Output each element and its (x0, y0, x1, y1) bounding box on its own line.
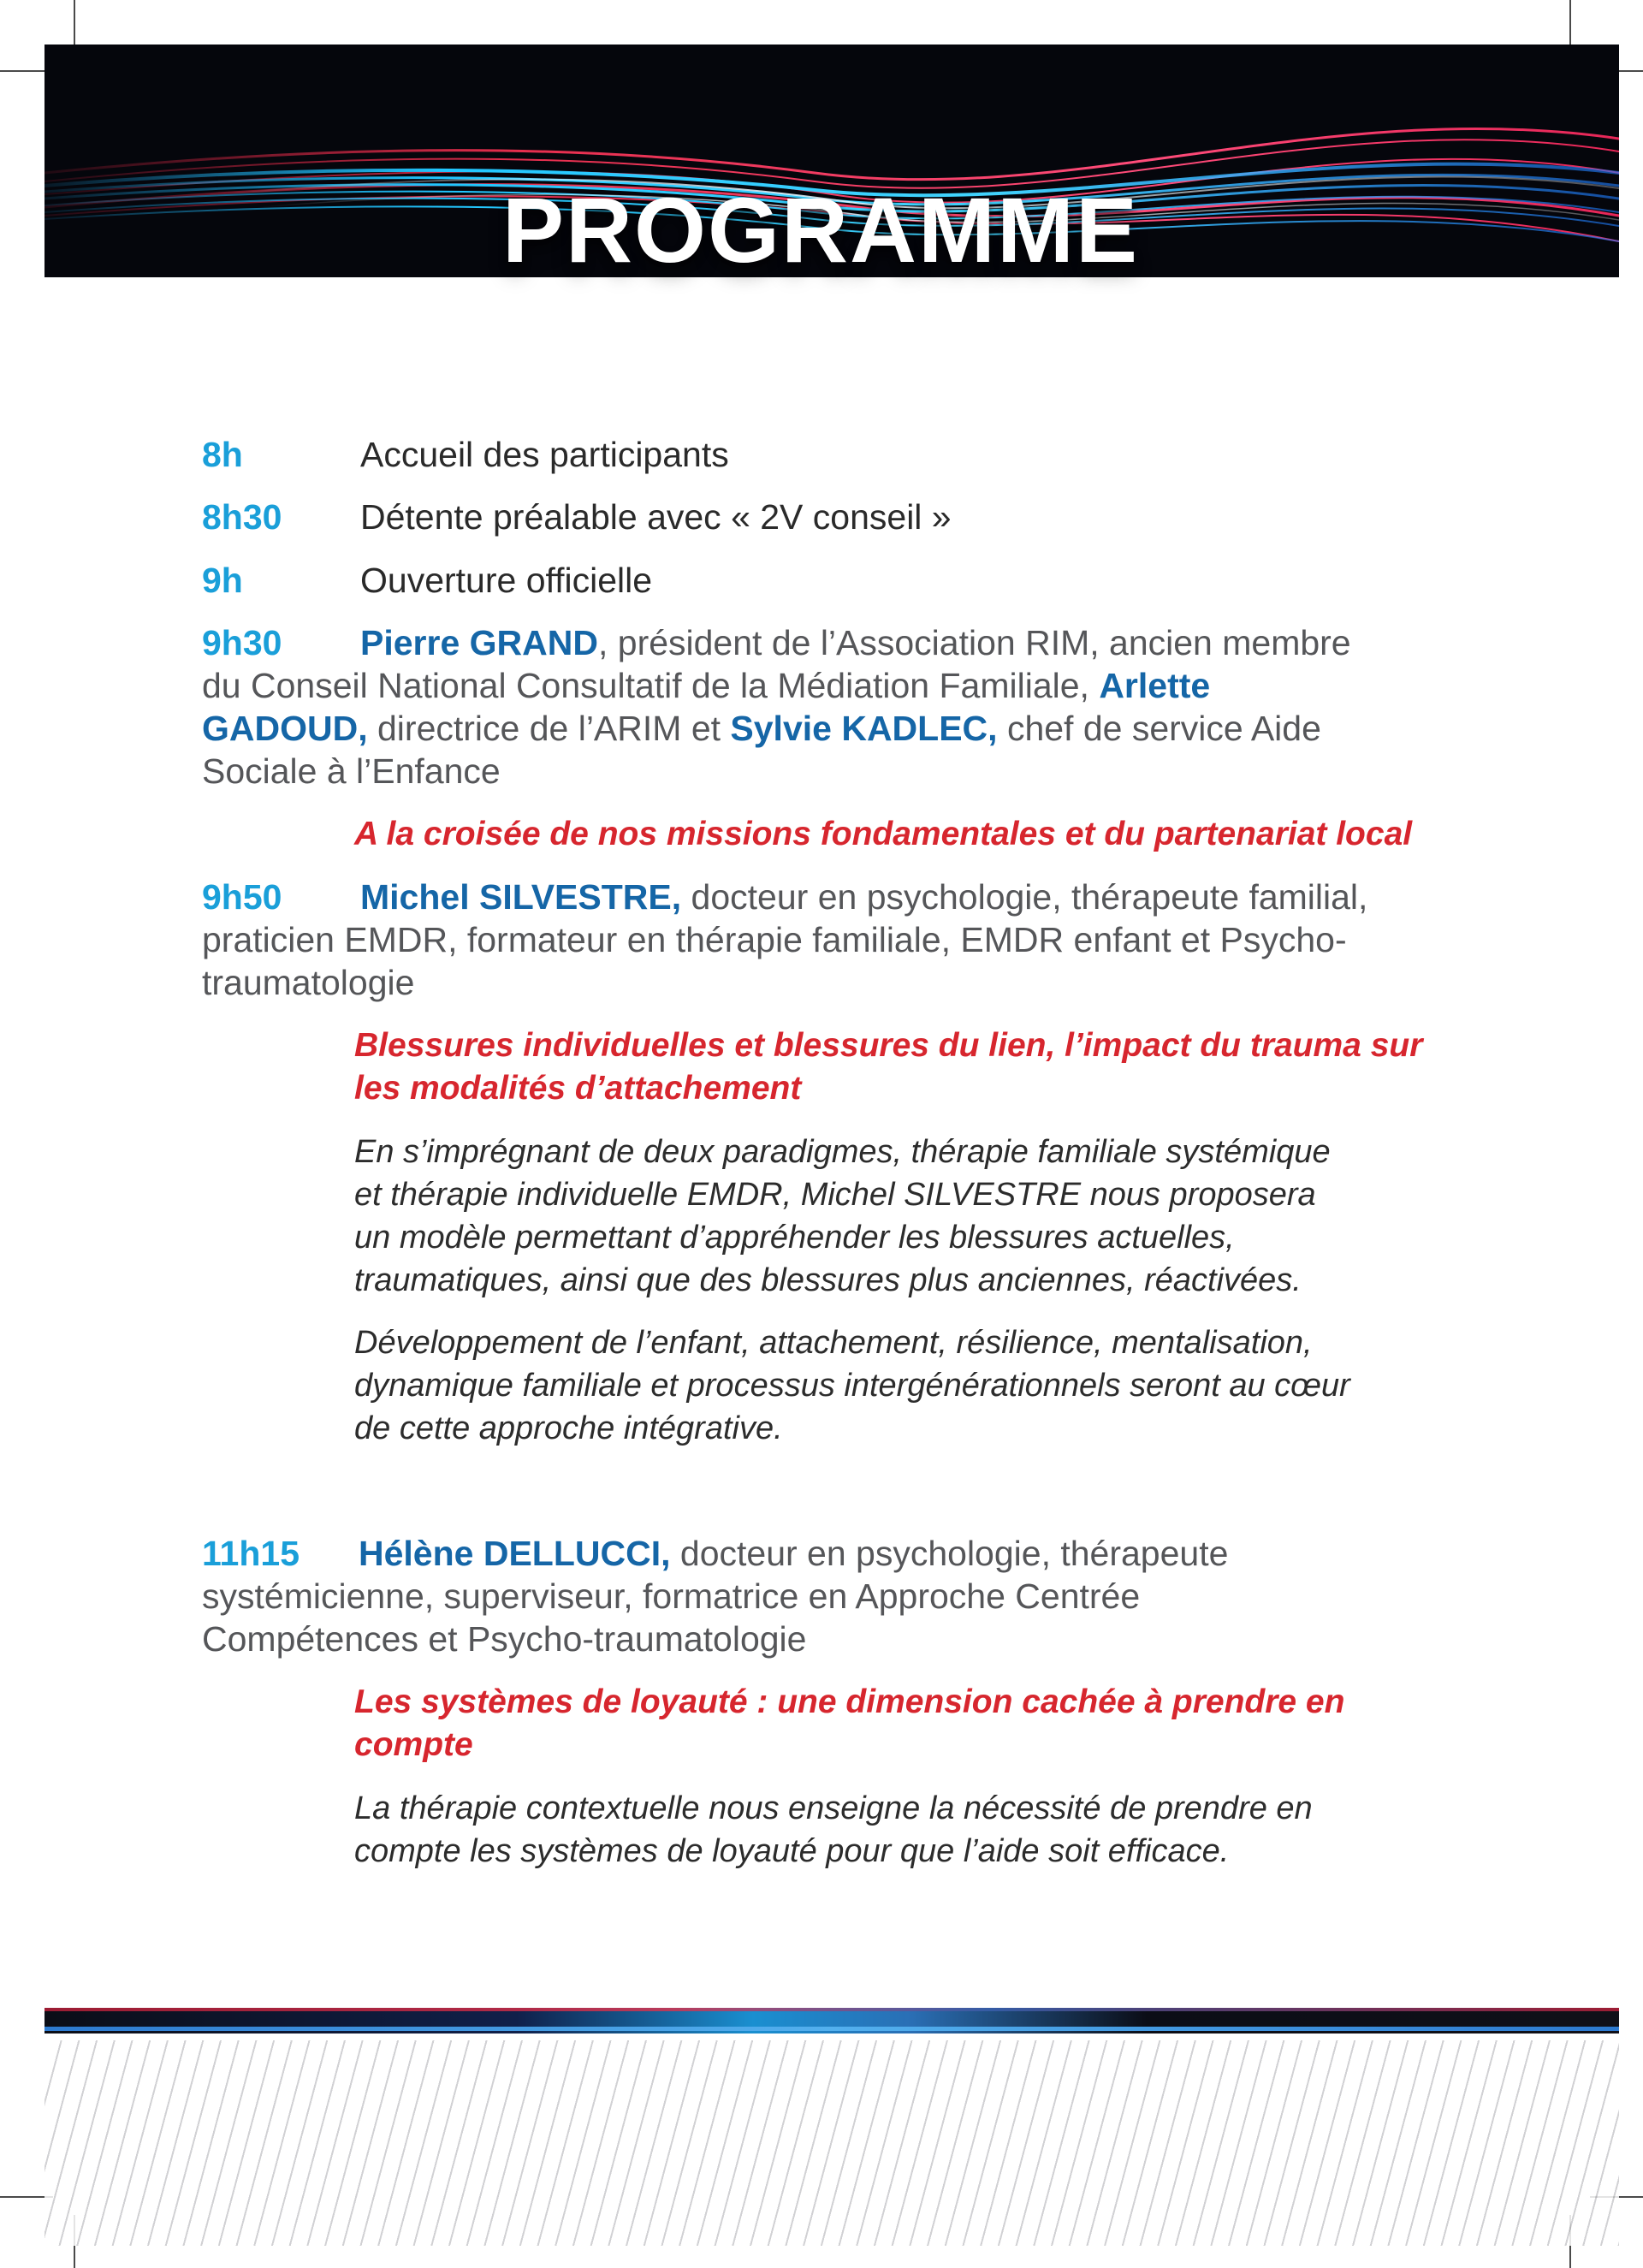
schedule-row (202, 876, 1367, 918)
time-label: 9h (202, 561, 243, 600)
speaker-role: docteur en psychologie, thérapeute (670, 1534, 1229, 1573)
schedule-row-continued (202, 1575, 1140, 1618)
schedule-row-continued (202, 750, 501, 793)
item-text: Ouverture officielle (360, 561, 653, 600)
schedule-row (202, 496, 952, 538)
talk-description: En s’imprégnant de deux paradigmes, thérapie familiale systémique (354, 1134, 1331, 1170)
time-label: 11h15 (202, 1534, 300, 1573)
talk-title: Blessures individuelles et blessures du lien, l’impact du trauma sur (354, 1027, 1423, 1064)
time-label: 8h (202, 435, 243, 474)
talk-title: Les systèmes de loyauté : une dimension cachée à prendre en (354, 1683, 1345, 1720)
schedule-row-continued (202, 1618, 806, 1660)
speaker-name: Hélène DELLUCCI, (359, 1534, 671, 1573)
talk-description: compte les systèmes de loyauté pour que l’aide soit efficace. (354, 1833, 1230, 1869)
time-label: 9h50 (202, 877, 282, 917)
speaker-name: Arlette (1099, 666, 1211, 705)
speaker-role: praticien EMDR, formateur en thérapie familiale, EMDR enfant et Psycho- (202, 920, 1347, 959)
talk-title: les modalités d’attachement (354, 1070, 802, 1107)
speaker-role: Sociale à l’Enfance (202, 751, 501, 791)
schedule-row (202, 621, 1351, 664)
schedule-row (202, 559, 652, 602)
speaker-role: directrice de l’ARIM et (367, 709, 731, 748)
page-title: PROGRAMME (502, 178, 1139, 282)
speaker-role: systémicienne, superviseur, formatrice en Approche Centrée (202, 1576, 1141, 1616)
speaker-name: Michel SILVESTRE, (360, 877, 682, 917)
speaker-name: Pierre GRAND (360, 623, 598, 662)
schedule-row (202, 433, 729, 476)
talk-title: A la croisée de nos missions fondamentales et du partenariat local (354, 816, 1413, 852)
schedule-row (202, 1532, 1228, 1575)
speaker-role: , président de l’Association RIM, ancien membre (597, 623, 1351, 662)
talk-description: La thérapie contextuelle nous enseigne la nécessité de prendre en (354, 1790, 1313, 1826)
schedule-row-continued (202, 961, 414, 1004)
item-text: Accueil des participants (360, 435, 729, 474)
footer-stripe (44, 2008, 1619, 2011)
schedule-row-continued (202, 664, 1210, 707)
footer-hatch-pattern (44, 2040, 1619, 2246)
talk-description: un modèle permettant d’appréhender les blessures actuelles, (354, 1220, 1235, 1256)
speaker-role: traumatologie (202, 963, 415, 1002)
time-label: 9h30 (202, 623, 282, 662)
speaker-role: du Conseil National Consultatif de la Médiation Familiale, (202, 666, 1100, 705)
talk-description: Développement de l’enfant, attachement, résilience, mentalisation, (354, 1325, 1313, 1361)
speaker-name: Sylvie KADLEC, (730, 709, 998, 748)
talk-description: traumatiques, ainsi que des blessures plus anciennes, réactivées. (354, 1262, 1302, 1298)
speaker-role: Compétences et Psycho-traumatologie (202, 1619, 807, 1659)
talk-description: dynamique familiale et processus intergénérationnels seront au cœur (354, 1368, 1350, 1404)
talk-description: et thérapie individuelle EMDR, Michel SILVESTRE nous proposera (354, 1177, 1316, 1213)
speaker-role: chef de service Aide (997, 709, 1321, 748)
speaker-name: GADOUD, (202, 709, 368, 748)
speaker-role: docteur en psychologie, thérapeute familial, (681, 877, 1368, 917)
talk-description: de cette approche intégrative. (354, 1410, 783, 1446)
schedule-row-continued (202, 707, 1321, 750)
schedule-row-continued (202, 918, 1347, 961)
footer-stripe (44, 2027, 1619, 2031)
time-label: 8h30 (202, 497, 282, 537)
item-text: Détente préalable avec « 2V conseil » (360, 497, 952, 537)
talk-title: compte (354, 1726, 473, 1763)
